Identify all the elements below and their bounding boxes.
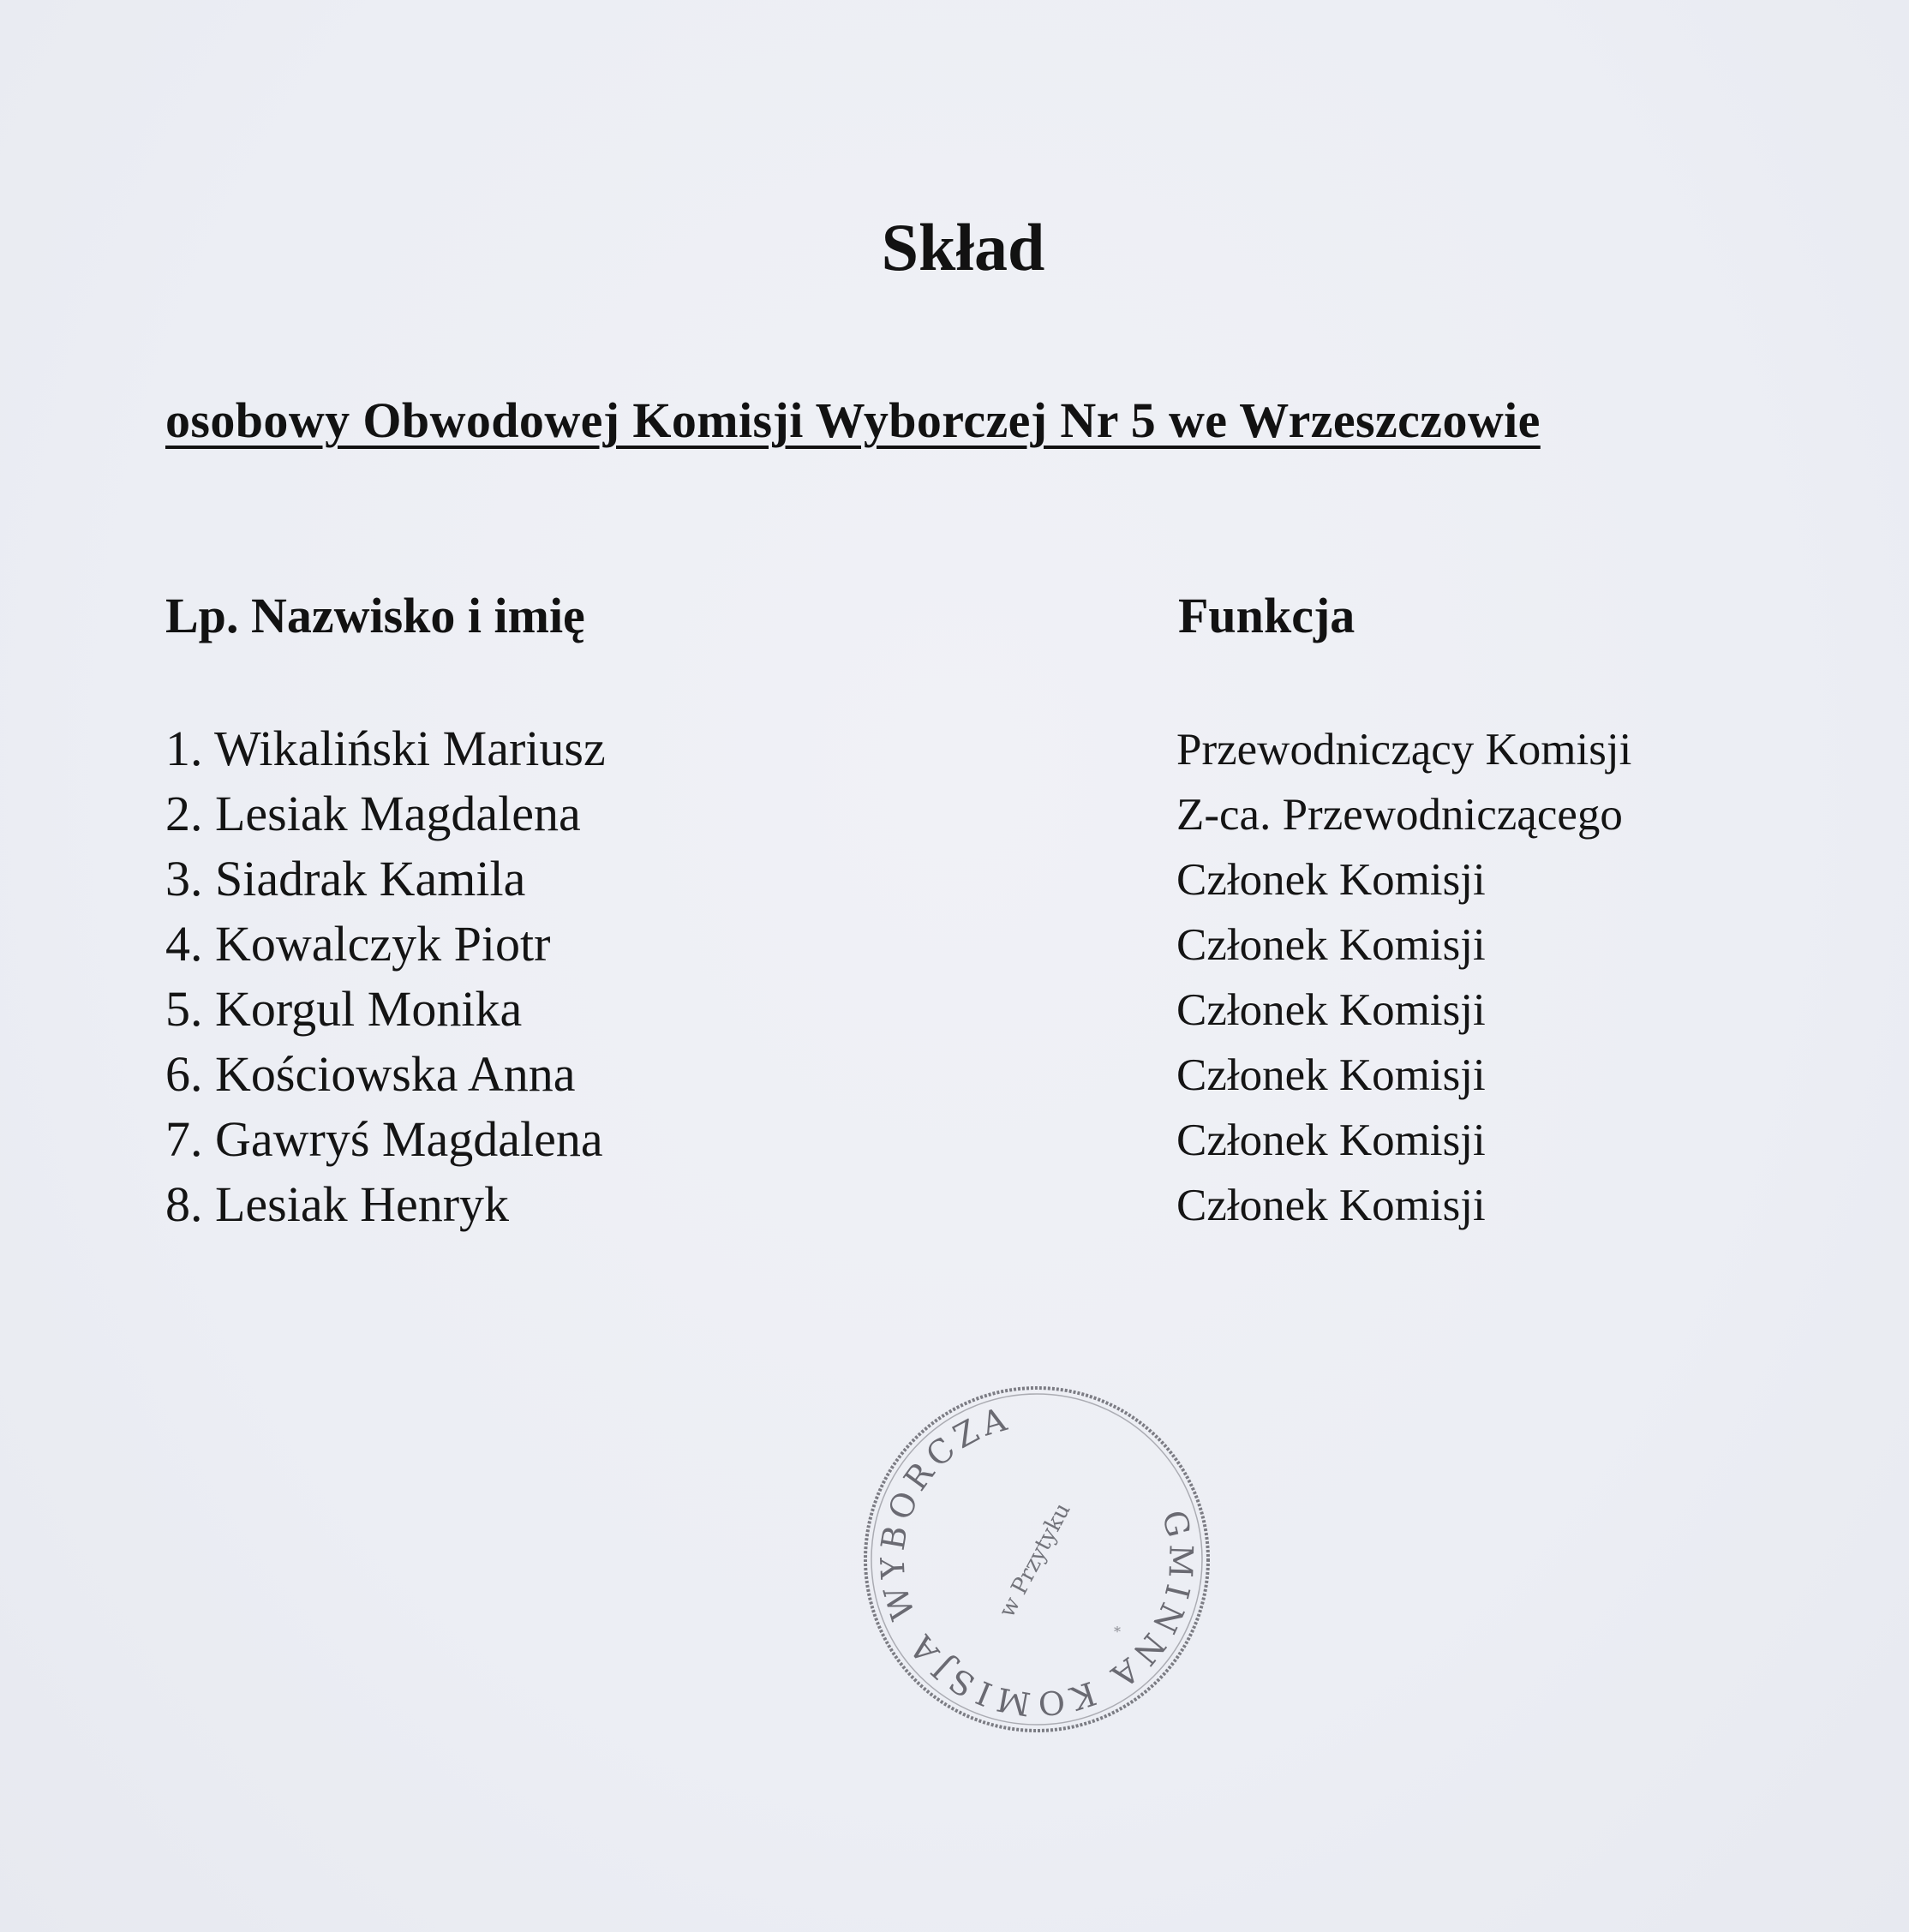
header-function-column: Funkcja bbox=[1178, 588, 1355, 643]
member-name: 1. Wikaliński Mariusz bbox=[165, 721, 606, 776]
member-function: Członek Komisji bbox=[1176, 1116, 1486, 1165]
member-function: Przewodniczący Komisji bbox=[1176, 725, 1632, 775]
list-item bbox=[0, 851, 1909, 919]
member-name: 2. Lesiak Magdalena bbox=[165, 786, 581, 841]
member-function: Członek Komisji bbox=[1176, 855, 1486, 905]
list-item bbox=[0, 1176, 1909, 1245]
official-stamp bbox=[857, 1379, 1217, 1739]
list-item bbox=[0, 981, 1909, 1050]
member-function: Z-ca. Przewodniczącego bbox=[1176, 790, 1623, 840]
list-item bbox=[0, 721, 1909, 789]
list-item bbox=[0, 786, 1909, 854]
stamp-center-text: w Przytyku bbox=[994, 1498, 1076, 1622]
list-item bbox=[0, 1046, 1909, 1115]
member-name: 6. Kościowska Anna bbox=[165, 1046, 576, 1102]
member-name: 4. Kowalczyk Piotr bbox=[165, 916, 551, 972]
document-title: Skład bbox=[881, 210, 1045, 284]
list-item bbox=[0, 916, 1909, 984]
stamp-star-icon: * bbox=[1114, 1624, 1121, 1640]
stamp-ring-text: GMINNA KOMISJA WYBORCZA bbox=[873, 1398, 1200, 1724]
list-item bbox=[0, 1111, 1909, 1180]
header-name-column: Lp. Nazwisko i imię bbox=[165, 588, 585, 643]
member-name: 7. Gawryś Magdalena bbox=[165, 1111, 603, 1167]
member-function: Członek Komisji bbox=[1176, 1050, 1486, 1100]
members-list bbox=[0, 721, 1909, 1245]
member-function: Członek Komisji bbox=[1176, 985, 1486, 1035]
member-name: 5. Korgul Monika bbox=[165, 981, 523, 1037]
member-name: 8. Lesiak Henryk bbox=[165, 1176, 510, 1232]
member-name: 3. Siadrak Kamila bbox=[165, 851, 526, 906]
member-function: Członek Komisji bbox=[1176, 920, 1486, 970]
document-subtitle: osobowy Obwodowej Komisji Wyborczej Nr 5 we Wrzeszczowie bbox=[165, 392, 1541, 448]
member-function: Członek Komisji bbox=[1176, 1181, 1486, 1230]
